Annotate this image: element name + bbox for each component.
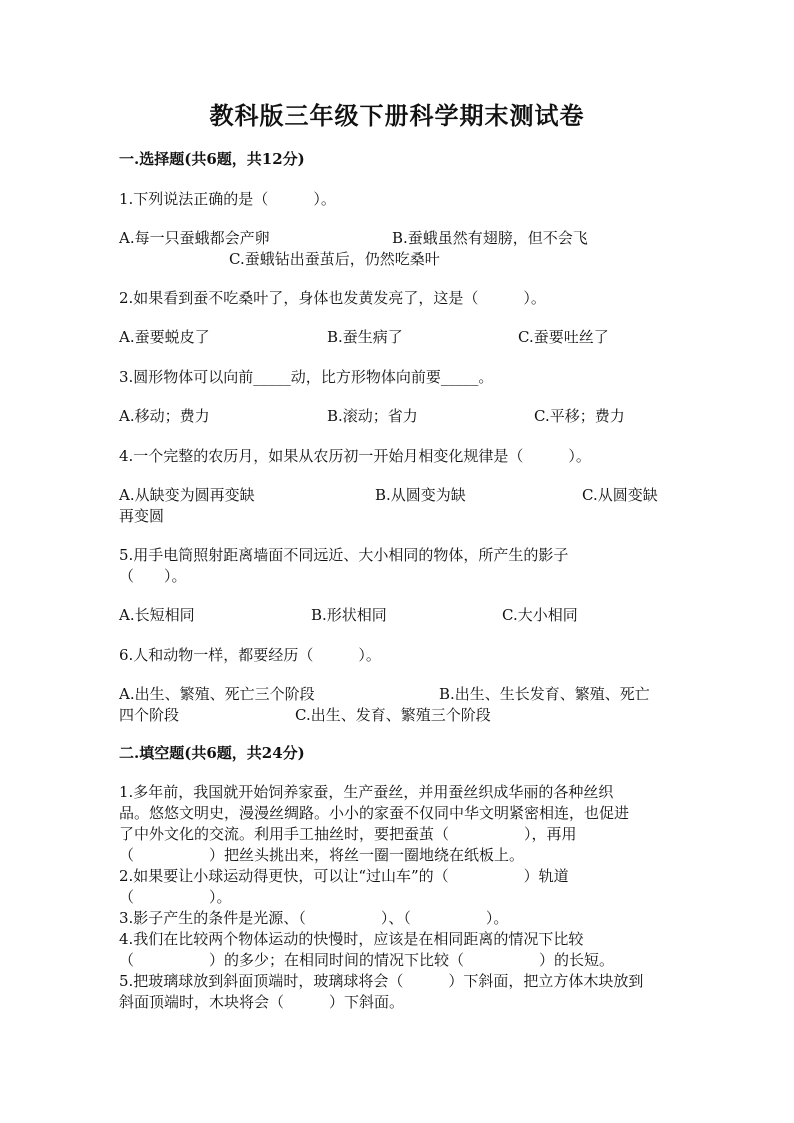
question-6-option-a: A.出生、繁殖、死亡三个阶段 xyxy=(119,685,315,703)
question-2-option-b: B.蚕生病了 xyxy=(327,328,403,346)
question-1-stem: 1.下列说法正确的是（ ）。 xyxy=(119,190,336,208)
question-1-option-b: B.蚕蛾虽然有翅膀，但不会飞 xyxy=(392,229,588,247)
question-6-option-b-cont: 四个阶段 xyxy=(119,706,180,724)
fill-line: （ ）的多少；在相同时间的情况下比较（ ）的长短。 xyxy=(119,951,615,969)
section-heading-choice: 一.选择题(共6题，共12分) xyxy=(119,150,305,168)
fill-line: 5.把玻璃球放到斜面顶端时，玻璃球将会（ ）下斜面，把立方体木块放到 xyxy=(119,972,644,990)
question-4-option-a: A.从缺变为圆再变缺 xyxy=(119,486,255,504)
question-2-option-c: C.蚕要吐丝了 xyxy=(518,328,609,346)
question-3-option-a: A.移动；费力 xyxy=(119,407,210,425)
question-6-option-b: B.出生、生长发育、繁殖、死亡 xyxy=(439,685,650,703)
fill-line: 品。悠悠文明史，漫漫丝绸路。小小的家蚕不仅同中华文明紧密相连，也促进 xyxy=(119,804,630,822)
question-4-option-b: B.从圆变为缺 xyxy=(375,486,466,504)
section-heading-fill-in: 二.填空题(共6题，共24分) xyxy=(119,744,305,762)
question-4-option-c-cont: 再变圆 xyxy=(119,507,165,525)
question-4-option-c: C.从圆变缺 xyxy=(582,486,658,504)
question-3-option-b: B.滚动；省力 xyxy=(327,407,418,425)
fill-line: 1.多年前，我国就开始饲养家蚕，生产蚕丝，并用蚕丝织成华丽的各种丝织 xyxy=(119,783,614,801)
fill-line: 4.我们在比较两个物体运动的快慢时，应该是在相同距离的情况下比较 xyxy=(119,930,584,948)
question-5-stem-cont: （ ）。 xyxy=(119,567,187,585)
fill-line: 2.如果要让小球运动得更快，可以让“过山车”的（ ）轨道 xyxy=(119,867,569,885)
page-title: 教科版三年级下册科学期末测试卷 xyxy=(209,101,585,130)
question-1-option-c: C.蚕蛾钻出蚕茧后，仍然吃桑叶 xyxy=(229,250,440,268)
fill-line: 斜面顶端时，木块将会（ ）下斜面。 xyxy=(119,993,405,1011)
question-5-stem: 5.用手电筒照射距离墙面不同远近、大小相同的物体，所产生的影子 xyxy=(119,546,569,564)
fill-line: （ ）把丝头挑出来，将丝一圈一圈地绕在纸板上。 xyxy=(119,846,525,864)
question-6-stem: 6.人和动物一样，都要经历（ ）。 xyxy=(119,646,381,664)
fill-line: （ ）。 xyxy=(119,888,232,906)
question-3-stem: 3.圆形物体可以向前_____动，比方形物体向前要_____。 xyxy=(119,368,494,386)
question-6-option-c: C.出生、发育、繁殖三个阶段 xyxy=(295,706,491,724)
fill-line: 了中外文化的交流。利用手工抽丝时，要把蚕茧（ ），再用 xyxy=(119,825,577,843)
fill-line: 3.影子产生的条件是光源、（ ）、（ ）。 xyxy=(119,909,509,927)
question-2-option-a: A.蚕要蜕皮了 xyxy=(119,328,210,346)
question-5-option-b: B.形状相同 xyxy=(311,606,387,624)
question-3-option-c: C.平移；费力 xyxy=(534,407,625,425)
question-5-option-c: C.大小相同 xyxy=(502,606,578,624)
question-4-stem: 4.一个完整的农历月，如果从农历初一开始月相变化规律是（ ）。 xyxy=(119,447,591,465)
question-2-stem: 2.如果看到蚕不吃桑叶了，身体也发黄发亮了，这是（ ）。 xyxy=(119,289,546,307)
question-5-option-a: A.长短相同 xyxy=(119,606,195,624)
question-1-option-a: A.每一只蚕蛾都会产卵 xyxy=(119,229,270,247)
